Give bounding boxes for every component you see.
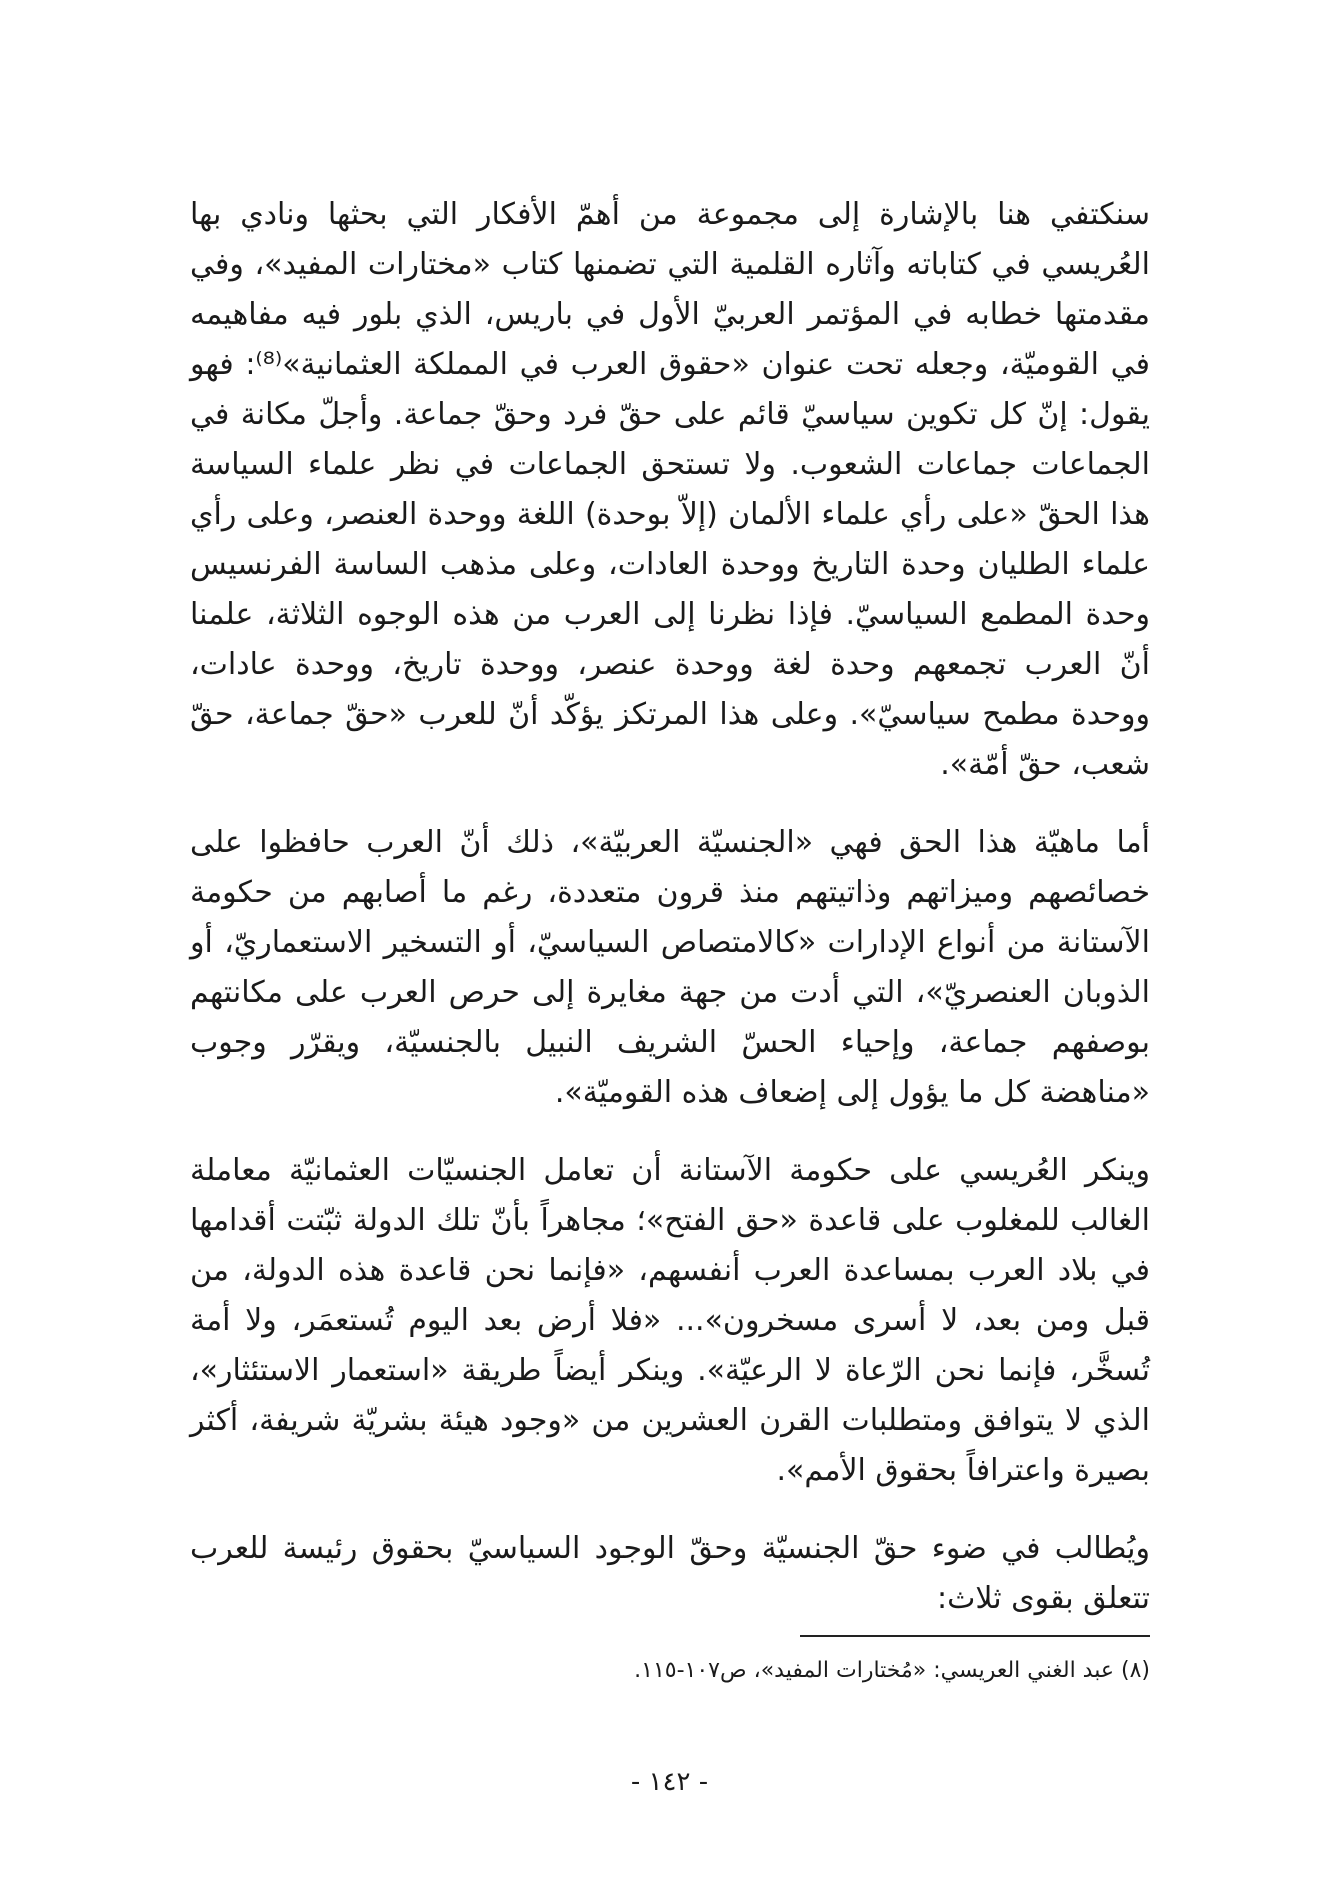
page-number: - ١٤٢ -: [630, 1767, 709, 1797]
footnote: (٨) عبد الغني العريسي: «مُختارات المفيد»، ص١٠٧-١١٥.: [634, 1658, 1150, 1683]
main-text: [190, 190, 1150, 1624]
paragraph-3: وينكر العُريسي على حكومة الآستانة أن تعامل الجنسيّات العثمانيّة معاملة الغالب للمغلوب على قاعدة «حق الفتح»؛ مجاهراً بأنّ تلك الدولة ثبّتت أقدامها في بلاد العرب بمساعدة العرب أنفسهم، «فإنما نحن قاعدة هذه الدولة، من قبل ومن بعد، لا أسرى مسخرون»... «فلا أرض بعد اليوم تُستعمَر، ولا أمة تُسخَّر، فإنما نحن الرّعاة لا الرعيّة». وينكر أيضاً طريقة «استعمار الاستئثار»، الذي لا يتوافق ومتطلبات القرن العشرين من «وجود هيئة بشريّة شريفة، أكثر بصيرة واعترافاً بحقوق الأمم».: [190, 1153, 1150, 1488]
paragraph-2: أما ماهيّة هذا الحق فهي «الجنسيّة العربيّة»، ذلك أنّ العرب حافظوا على خصائصهم وميزاتهم وذاتيتهم منذ قرون متعددة، رغم ما أصابهم من حكومة الآستانة من أنواع الإدارات «كالامتصاص السياسيّ، أو التسخير الاستعماريّ، أو الذوبان العنصريّ»، التي أدت من جهة مغايرة إلى حرص العرب على مكانتهم بوصفهم جماعة، وإحياء الحسّ الشريف النبيل بالجنسيّة، ويقرّر وجوب «مناهضة كل ما يؤول إلى إضعاف هذه القوميّة».: [190, 825, 1150, 1110]
paragraph-4: ويُطالب في ضوء حقّ الجنسيّة وحقّ الوجود السياسيّ بحقوق رئيسة للعرب تتعلق بقوى ثلاث:: [190, 1531, 1150, 1616]
paragraph-1: سنكتفي هنا بالإشارة إلى مجموعة من أهمّ الأفكار التي بحثها ونادي بها العُريسي في كتاباته وآثاره القلمية التي تضمنها كتاب «مختارات المفيد»، وفي مقدمتها خطابه في المؤتمر العربيّ الأول في باريس، الذي بلور فيه مفاهيمه في القوميّة، وجعله تحت عنوان «حقوق العرب في المملكة العثمانية»⁽⁸⁾: فهو يقول: إنّ كل تكوين سياسيّ قائم على حقّ فرد وحقّ جماعة. وأجلّ مكانة في الجماعات جماعات الشعوب. ولا تستحق الجماعات في نظر علماء السياسة هذا الحقّ «على رأي علماء الألمان (إلاّ بوحدة) اللغة ووحدة العنصر، وعلى رأي علماء الطليان وحدة التاريخ ووحدة العادات، وعلى مذهب الساسة الفرنسيس وحدة المطمع السياسيّ. فإذا نظرنا إلى العرب من هذه الوجوه الثلاثة، علمنا أنّ العرب تجمعهم وحدة لغة ووحدة عنصر، ووحدة تاريخ، ووحدة عادات، ووحدة مطمح سياسيّ». وعلى هذا المرتكز يؤكّد أنّ للعرب «حقّ جماعة، حقّ شعب، حقّ أمّة».: [190, 197, 1150, 782]
footnote-divider: [800, 1635, 1150, 1637]
